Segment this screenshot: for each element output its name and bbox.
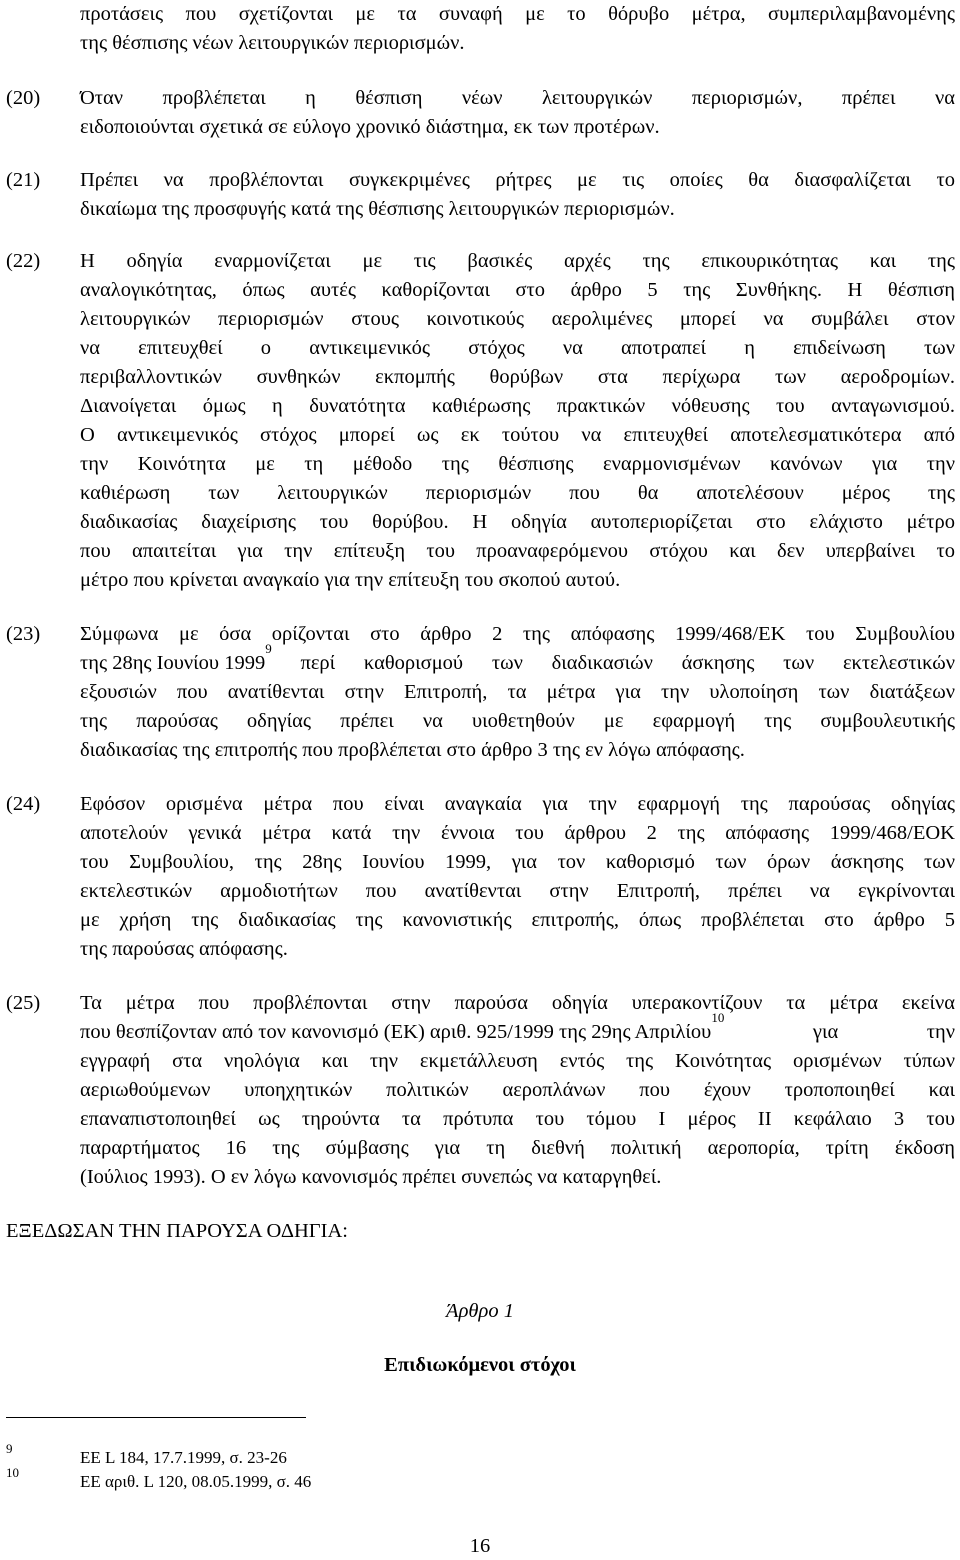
paragraph-22-line: λειτουργικών περιορισμών στους κοινοτικούς αερολιμένες μπορεί να συμβάλει στον xyxy=(80,308,955,330)
paragraph-23-line: της παρούσας οδηγίας πρέπει να υιοθετηθούν με εφαρμογή της συμβουλευτικής xyxy=(80,710,955,732)
paragraph-25-text: που θεσπίζονταν από τον κανονισμό (ΕΚ) αριθ. 925/1999 της 29ης Απριλίου xyxy=(80,1021,712,1043)
paragraph-22-line: την Κοινότητα με τη μέθοδο της θέσπισης εναρμονισμένων κανόνων για την xyxy=(80,453,955,475)
paragraph-23-line: διαδικασίας της επιτροπής που προβλέπεται στο άρθρο 3 της εν λόγω απόφασης. xyxy=(80,739,745,761)
paragraph-22-line: Διανοίγεται όμως η δυνατότητα καθιέρωσης πρακτικών νόθευσης του ανταγωνισμού. xyxy=(80,395,955,417)
paragraph-number: (22) xyxy=(6,250,41,272)
footnote-separator xyxy=(6,1417,306,1418)
article-title: Επιδιωκόμενοι στόχοι xyxy=(384,1354,576,1376)
paragraph-24-line: του Συμβουλίου, της 28ης Ιουνίου 1999, για τον καθορισμό των όρων άσκησης των xyxy=(80,851,955,873)
paragraph-25-line: αεριωθούμενων υποηχητικών πολιτικών αεροπλάνων που έχουν τροποποιηθεί και xyxy=(80,1079,955,1101)
paragraph-23-text: της 28ης Ιουνίου 1999 xyxy=(80,652,266,674)
paragraph-23-line: Σύμφωνα με όσα ορίζονται στο άρθρο 2 της απόφασης 1999/468/ΕΚ του Συμβουλίου xyxy=(80,623,955,645)
paragraph-22-line: που απαιτείται για την επίτευξη του προαναφερόμενου στόχου και δεν υπερβαίνει το xyxy=(80,540,955,562)
footnote-text: ΕΕ αριθ. L 120, 08.05.1999, σ. 46 xyxy=(80,1472,312,1491)
paragraph-24-line: με χρήση της διαδικασίας της κανονιστικής επιτροπής, όπως προβλέπεται στο άρθρο 5 xyxy=(80,909,955,931)
paragraph-22-line: καθιέρωση των λειτουργικών περιορισμών που θα αποτελέσουν μέρος της xyxy=(80,482,955,504)
paragraph-number: (20) xyxy=(6,87,41,109)
paragraph-22-line: διαδικασίας διαχείρισης του θορύβου. Η οδηγία αυτοπεριορίζεται στο ελάχιστο μέτρο xyxy=(80,511,955,533)
paragraph-23-line xyxy=(80,641,955,677)
paragraph-25-line: Τα μέτρα που προβλέπονται στην παρούσα οδηγία υπερακοντίζουν τα μέτρα εκείνα xyxy=(80,992,955,1014)
intro-line: προτάσεις που σχετίζονται με τα συναφή με το θόρυβο μέτρα, συμπεριλαμβανομένης xyxy=(80,3,955,25)
paragraph-number: (23) xyxy=(6,623,41,645)
paragraph-22-line: να επιτευχθεί ο αντικειμενικός στόχος να αποτραπεί η επιδείνωση των xyxy=(80,337,955,359)
paragraph-20-line: Όταν προβλέπεται η θέσπιση νέων λειτουργικών περιορισμών, πρέπει να xyxy=(80,87,955,109)
footnote-text: ΕΕ L 184, 17.7.1999, σ. 23-26 xyxy=(80,1448,287,1467)
paragraph-25-line: παραρτήματος 16 της σύμβασης για τη διεθνή πολιτική αεροπορία, τρίτη έκδοση xyxy=(80,1137,955,1159)
paragraph-24-line: αποτελούν γενικά μέτρα κατά την έννοια του άρθρου 2 της απόφασης 1999/468/ΕΟΚ xyxy=(80,822,955,844)
paragraph-22-line: περιβαλλοντικών συνθηκών εκπομπής θορύβων στα περίχωρα των αεροδρομίων. xyxy=(80,366,955,388)
footnote-number: 10 xyxy=(6,1465,19,1480)
intro-line: της θέσπισης νέων λειτουργικών περιορισμών. xyxy=(80,32,465,54)
paragraph-21-line: δικαίωμα της προσφυγής κατά της θέσπισης λειτουργικών περιορισμών. xyxy=(80,198,675,220)
paragraph-25-line: επαναπιστοποιηθεί ως τηρούντα τα πρότυπα του τόμου Ι μέρος ΙΙ κεφάλαιο 3 του xyxy=(80,1108,955,1130)
paragraph-20-line: ειδοποιούνται σχετικά σε εύλογο χρονικό διάστημα, εκ των προτέρων. xyxy=(80,116,660,138)
paragraph-25-line: εγγραφή στα νηολόγια και την εκμετάλλευση εντός της Κοινότητας ορισμένων τύπων xyxy=(80,1050,955,1072)
paragraph-23-line: εξουσιών που ανατίθενται στην Επιτροπή, τα μέτρα για την υλοποίηση των διατάξεων xyxy=(80,681,955,703)
paragraph-22-line: Η οδηγία εναρμονίζεται με τις βασικές αρχές της επικουρικότητας και της xyxy=(80,250,955,272)
paragraph-23-text: περί καθορισμού των διαδικασιών άσκησης των εκτελεστικών xyxy=(271,652,955,674)
footnote-reference: 9 xyxy=(265,641,272,656)
paragraph-22-line: Ο αντικειμενικός στόχος μπορεί ως εκ τούτου να επιτευχθεί αποτελεσματικότερα από xyxy=(80,424,955,446)
paragraph-22-line: μέτρο που κρίνεται αναγκαίο για την επίτευξη του σκοπού αυτού. xyxy=(80,569,621,591)
paragraph-24-line: της παρούσας απόφασης. xyxy=(80,938,288,960)
paragraph-21-line: Πρέπει να προβλέπονται συγκεκριμένες ρήτρες με τις οποίες θα διασφαλίζεται το xyxy=(80,169,955,191)
footnote-reference: 10 xyxy=(711,1010,725,1025)
paragraph-25-text: για την xyxy=(724,1021,955,1043)
paragraph-25-line xyxy=(80,1010,955,1046)
article-label: Άρθρο 1 xyxy=(446,1300,514,1322)
footnote-number: 9 xyxy=(6,1441,13,1456)
paragraph-24-line: εκτελεστικών αρμοδιοτήτων που ανατίθενται στην Επιτροπή, πρέπει να εγκρίνονται xyxy=(80,880,955,902)
paragraph-24-line: Εφόσον ορισμένα μέτρα που είναι αναγκαία για την εφαρμογή της παρούσας οδηγίας xyxy=(80,793,955,815)
paragraph-number: (25) xyxy=(6,992,41,1014)
paragraph-22-line: αναλογικότητας, όπως αυτές καθορίζονται στο άρθρο 5 της Συνθήκης. Η θέσπιση xyxy=(80,279,955,301)
enactment-formula: ΕΞΕΔΩΣΑΝ ΤΗΝ ΠΑΡΟΥΣΑ ΟΔΗΓΙΑ: xyxy=(6,1220,348,1242)
paragraph-25-line: (Ιούλιος 1993). Ο εν λόγω κανονισμός πρέπει συνεπώς να καταργηθεί. xyxy=(80,1166,662,1188)
paragraph-number: (24) xyxy=(6,793,41,815)
page-number: 16 xyxy=(469,1535,491,1557)
paragraph-number: (21) xyxy=(6,169,41,191)
